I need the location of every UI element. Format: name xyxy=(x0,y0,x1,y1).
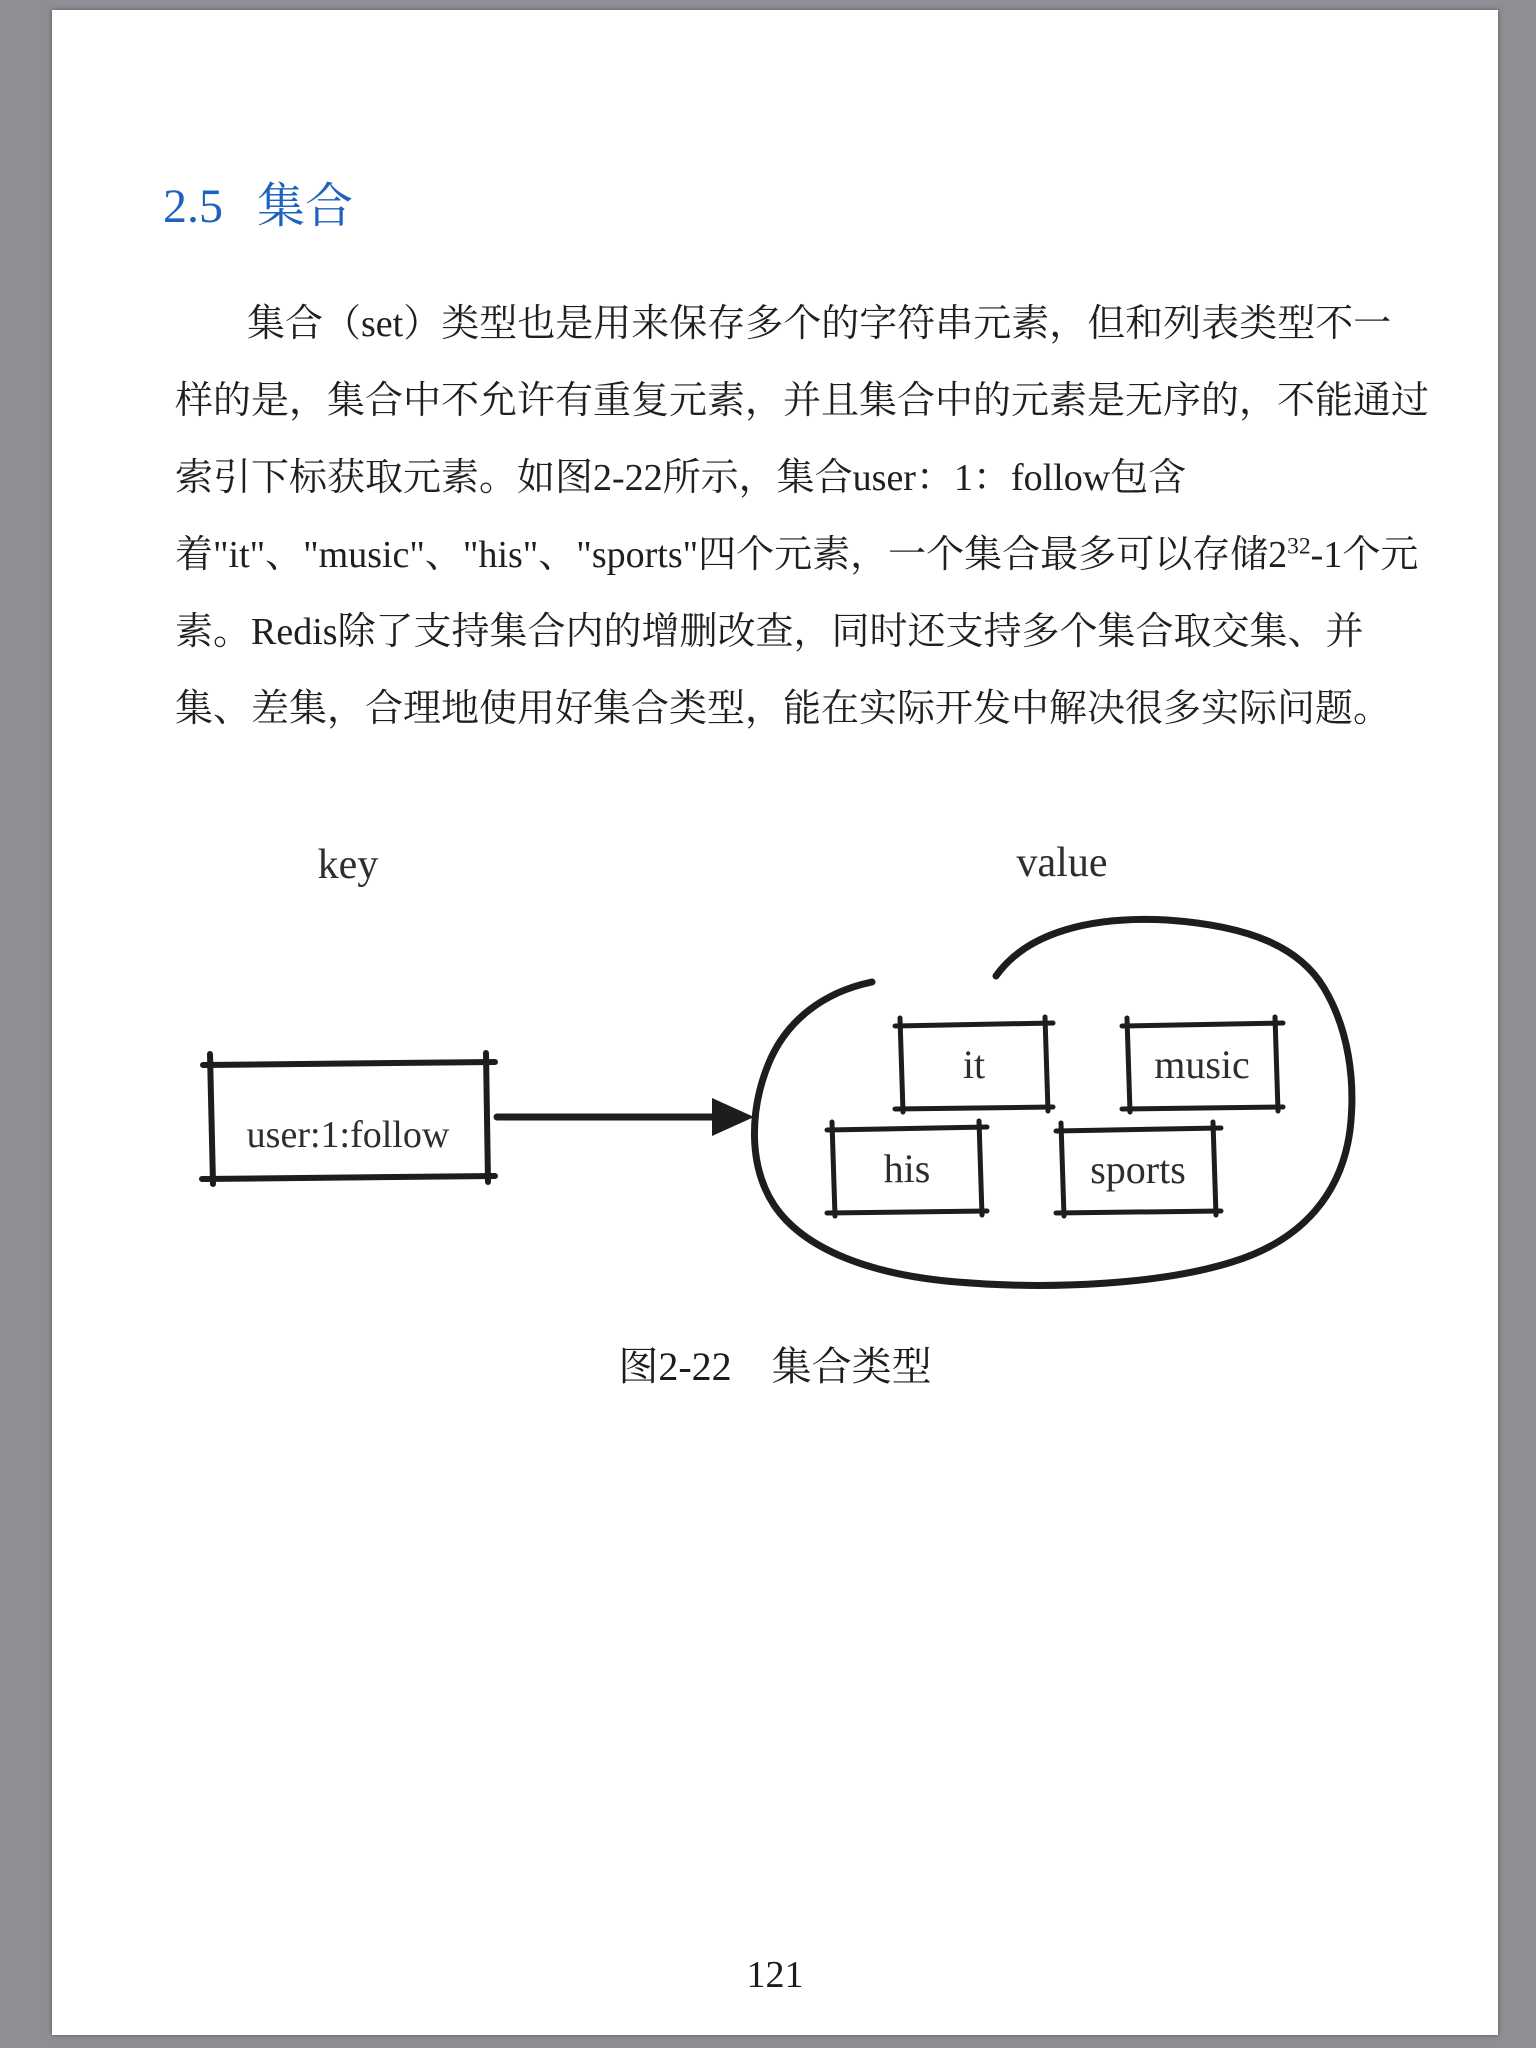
member-label-music: music xyxy=(1154,1042,1250,1087)
paragraph-line-text: -1个元 xyxy=(1310,534,1419,576)
arrow-right-icon xyxy=(497,1098,754,1136)
document-page xyxy=(52,10,1498,2035)
paragraph-line: 集合（set）类型也是用来保存多个的字符串元素，但和列表类型不一 xyxy=(247,303,1392,345)
figure-caption: 图2-22 集合类型 xyxy=(618,1344,932,1389)
value-column-label: value xyxy=(1016,840,1108,886)
paragraph-line: 素。Redis除了支持集合内的增删改查，同时还支持多个集合取交集、并 xyxy=(175,611,1364,653)
member-label-his: his xyxy=(883,1146,931,1191)
figure-2-22-drawing xyxy=(52,820,1498,1320)
paragraph-line: 索引下标获取元素。如图2-22所示，集合user：1：follow包含 xyxy=(175,457,1187,499)
section-title: 集合 xyxy=(257,180,354,233)
member-label-it: it xyxy=(962,1042,986,1087)
paragraph-line: 样的是，集合中不允许有重复元素，并且集合中的元素是无序的，不能通过 xyxy=(175,380,1430,422)
key-box-text: user:1:follow xyxy=(246,1114,450,1156)
paragraph-line xyxy=(175,517,1425,594)
member-label-sports: sports xyxy=(1090,1147,1186,1192)
key-column-label: key xyxy=(317,842,379,888)
paragraph-line: 集、差集，合理地使用好集合类型，能在实际开发中解决很多实际问题。 xyxy=(175,688,1392,730)
paragraph-line-text: 着"it"、"music"、"his"、"sports"四个元素，一个集合最多可以存储2 xyxy=(175,534,1288,576)
set-blob xyxy=(754,919,1351,1285)
section-heading xyxy=(163,178,353,236)
body-paragraph xyxy=(175,286,1430,748)
section-number: 2.5 xyxy=(163,180,223,233)
superscript-exponent: 32 xyxy=(1287,533,1311,560)
page-number: 121 xyxy=(746,1954,804,1996)
